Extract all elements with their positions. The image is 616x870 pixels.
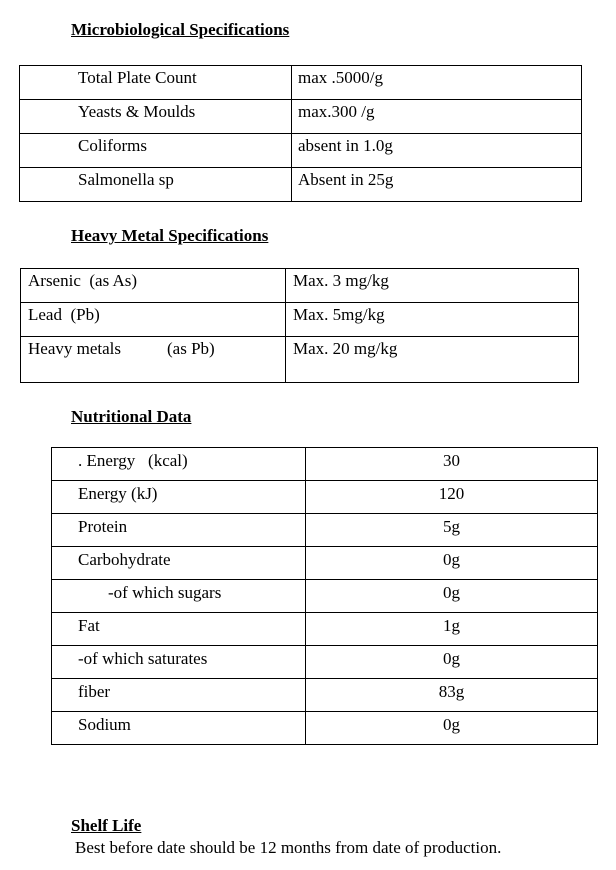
nutrient-value: 5g (306, 514, 598, 547)
metal-value: Max. 3 mg/kg (286, 269, 579, 303)
nutrient-name: -of which sugars (52, 580, 306, 613)
table-row (21, 337, 579, 383)
nutrient-name: Carbohydrate (52, 547, 306, 580)
metal-value: Max. 20 mg/kg (286, 337, 579, 383)
metal-name: Lead (Pb) (21, 303, 286, 337)
nutrient-value: 83g (306, 679, 598, 712)
shelf-life-text: Best before date should be 12 months from date of production. (75, 838, 502, 857)
table-row (20, 134, 582, 168)
metal-value: Max. 5mg/kg (286, 303, 579, 337)
nutrient-value: 0g (306, 580, 598, 613)
table-row (52, 547, 598, 580)
nutrient-name: Fat (52, 613, 306, 646)
table-row (21, 303, 579, 337)
table-row (20, 168, 582, 202)
nutrient-value: 0g (306, 547, 598, 580)
metal-name: Arsenic (as As) (21, 269, 286, 303)
table-row (52, 646, 598, 679)
table-row (20, 100, 582, 134)
spec-name: Salmonella sp (20, 168, 292, 202)
nutrient-value: 1g (306, 613, 598, 646)
table-row (52, 448, 598, 481)
nutrition-heading: Nutritional Data (71, 407, 192, 426)
metal-spec-table (20, 268, 579, 383)
spec-name: Total Plate Count (20, 66, 292, 100)
nutrient-value: 0g (306, 646, 598, 679)
spec-name: Yeasts & Moulds (20, 100, 292, 134)
spec-name: Coliforms (20, 134, 292, 168)
metals-heading: Heavy Metal Specifications (71, 226, 269, 245)
nutrient-name: -of which saturates (52, 646, 306, 679)
metal-name: Heavy metals (28, 339, 121, 358)
table-row (52, 514, 598, 547)
nutrient-name: Protein (52, 514, 306, 547)
spec-value: max .5000/g (292, 66, 582, 100)
table-row (52, 679, 598, 712)
nutrient-value: 0g (306, 712, 598, 745)
table-row (52, 712, 598, 745)
nutrient-name: fiber (52, 679, 306, 712)
spec-value: absent in 1.0g (292, 134, 582, 168)
nutrient-name: . Energy (kcal) (52, 448, 306, 481)
nutrient-name: Energy (kJ) (52, 481, 306, 514)
micro-heading: Microbiological Specifications (71, 20, 290, 39)
metal-unit: (as Pb) (167, 339, 215, 358)
nutrient-value: 120 (306, 481, 598, 514)
table-row (21, 269, 579, 303)
nutrient-value: 30 (306, 448, 598, 481)
table-row (52, 613, 598, 646)
table-row (52, 481, 598, 514)
spec-value: max.300 /g (292, 100, 582, 134)
metal-cell (21, 337, 286, 383)
nutrition-table (51, 447, 598, 745)
table-row (20, 66, 582, 100)
micro-spec-table (19, 65, 582, 202)
spec-value: Absent in 25g (292, 168, 582, 202)
table-row (52, 580, 598, 613)
shelf-life-heading: Shelf Life (71, 816, 142, 835)
nutrient-name: Sodium (52, 712, 306, 745)
